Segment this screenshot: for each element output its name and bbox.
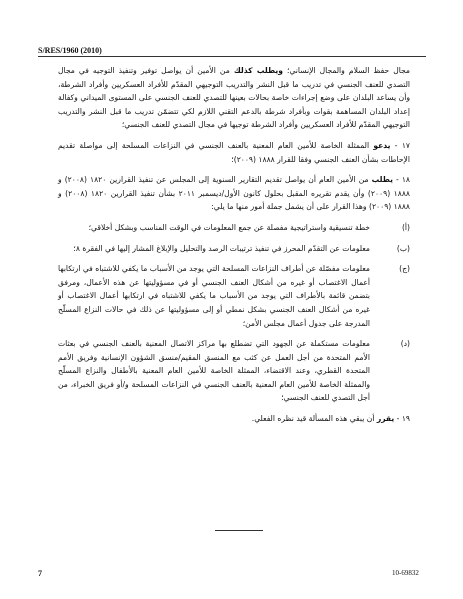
subparagraph-d-text: معلومات مستكملة عن الجهود التي تضطلع بها مراكز الاتصال المعنية بالعنف الجنسي في بعثات الأمم المتحدة من أجل العمل عن كثب مع المنسق المقيم/منسق الشؤون الإنسانية وفريق الأمم المتحدة القطري، وعند الاقتضاء، الممثلة الخاصة للأمين العام المعنية بالأطفال والنزاع المسلّح والممثلة الخاصة للأمين العام المعنية بالعنف الجنسي في النزاعات المسلحة و/أو فريق الخبراء، من أجل التصدي للعنف الجنسي؛ xyxy=(58,339,370,403)
paragraph-17-number: ١٧ - xyxy=(390,140,410,150)
subparagraph-a-text: خطة تنسيقية واستراتيجية مفصلة عن جمع المعلومات في الوقت المناسب وبشكل أخلاقي؛ xyxy=(88,222,370,232)
resolution-body xyxy=(58,64,410,426)
paragraph-17 xyxy=(58,139,410,166)
paragraph-19-number: ١٩ - xyxy=(394,414,410,424)
paragraph-18 xyxy=(58,173,410,214)
subparagraph-b-text: معلومات عن التقدّم المحرز في تنفيذ ترتيبات الرصد والتحليل والإبلاغ المشار إليها في الفقرة ٨؛ xyxy=(73,243,370,253)
subparagraph-d xyxy=(58,337,410,405)
page-number: 7 xyxy=(38,569,42,578)
intro-operative-verb: ويطلب كذلك xyxy=(233,66,283,75)
document-symbol: S/RES/1960 (2010) xyxy=(38,46,102,55)
intro-paragraph xyxy=(58,64,410,132)
subparagraph-b-label: (ب) xyxy=(396,243,410,253)
intro-text-end: من الأمين أن يواصل توفير وتنفيذ التوجيه في مجال التصدي للعنف الجنسي في تدريب ما قبل النشر والتدريب التوجيهي المقدّم للأفراد العسكريين وأفراد الشرطة، وأن يساعد البلدان على وضع إجراءات خاصة بحالات بعينها للتصدي للعنف الجنسي على المستوى الميداني وكفالة إعداد البلدان المساهمة بقوات وبأفراد شرطة بالدعم التقني اللازم لكي تتضمّن تدريب ما قبل النشر والتدريب التوجيهي المقدّم للأفراد العسكريين وأفراد الشرطة توجيها في مجال التصدي للعنف الجنسي؛ xyxy=(58,66,410,130)
paragraph-19 xyxy=(58,412,410,426)
paragraph-17-text: الممثلة الخاصة للأمين العام المعنية بالعنف الجنسي في النزاعات المسلحة إلى مواصلة تقديم الإحاطات بشأن العنف الجنسي وفقا للقرار ١٨٨٨ (٢٠٠٩)؛ xyxy=(58,140,410,164)
paragraph-17-verb: يدعو xyxy=(373,140,391,150)
paragraph-18-text: من الأمين العام أن يواصل تقديم التقارير السنوية إلى المجلس عن تنفيذ القرارين ١٨٢٠ (٢٠٠٨) و ١٨٨٨ (٢٠٠٩) وأن يقدم تقريره المقبل بحلول كانون الأول/ديسمبر ٢٠١١ بشأن تنفيذ القرارين ١٨٢٠ (٢٠٠٨) و ١٨٨٨ (٢٠٠٩) وهذا القرار على أن يشمل جملة أمور منها ما يلي: xyxy=(58,175,410,212)
subparagraph-c-text: معلومات مفصّلة عن أطراف النزاعات المسلحة التي يوجد من الأسباب ما يكفي للاشتباه في ارتكابها أعمال الاغتصاب أو غيره من أشكال العنف الجنسي أو في مسؤوليتها عن هذه الأعمال، ومرفق بتضمن قائمة بالأطراف التي يوجد من الأسباب ما يكفي للاشتباه في ارتكابها أعمال الاغتصاب أو غيره من أشكال العنف الجنسي بشكل نمطي أو إلى مسؤوليتها عن ذلك في حالات النزاع المسلّح المدرجة على جدول أعمال مجلس الأمن؛ xyxy=(58,264,370,328)
subparagraph-a-label: (أ) xyxy=(401,222,410,232)
subparagraph-c xyxy=(58,262,410,330)
paragraph-19-text: أن يبقي هذه المسألة قيد نظره الفعلي. xyxy=(251,414,377,424)
subparagraph-b xyxy=(58,242,410,256)
paragraph-18-verb: يطلب xyxy=(371,175,393,185)
paragraph-18-number: ١٨ - xyxy=(393,175,410,185)
subparagraph-d-label: (د) xyxy=(400,339,410,349)
end-of-text-rule xyxy=(215,530,263,531)
subparagraph-a xyxy=(58,221,410,235)
document-number: 10-69832 xyxy=(392,569,419,577)
subparagraph-c-label: (ج) xyxy=(399,264,410,274)
intro-text-start: مجال حفظ السلام والمجال الإنساني؛ xyxy=(282,66,410,75)
header-divider xyxy=(38,56,426,57)
paragraph-19-verb: يقرر xyxy=(376,414,395,424)
